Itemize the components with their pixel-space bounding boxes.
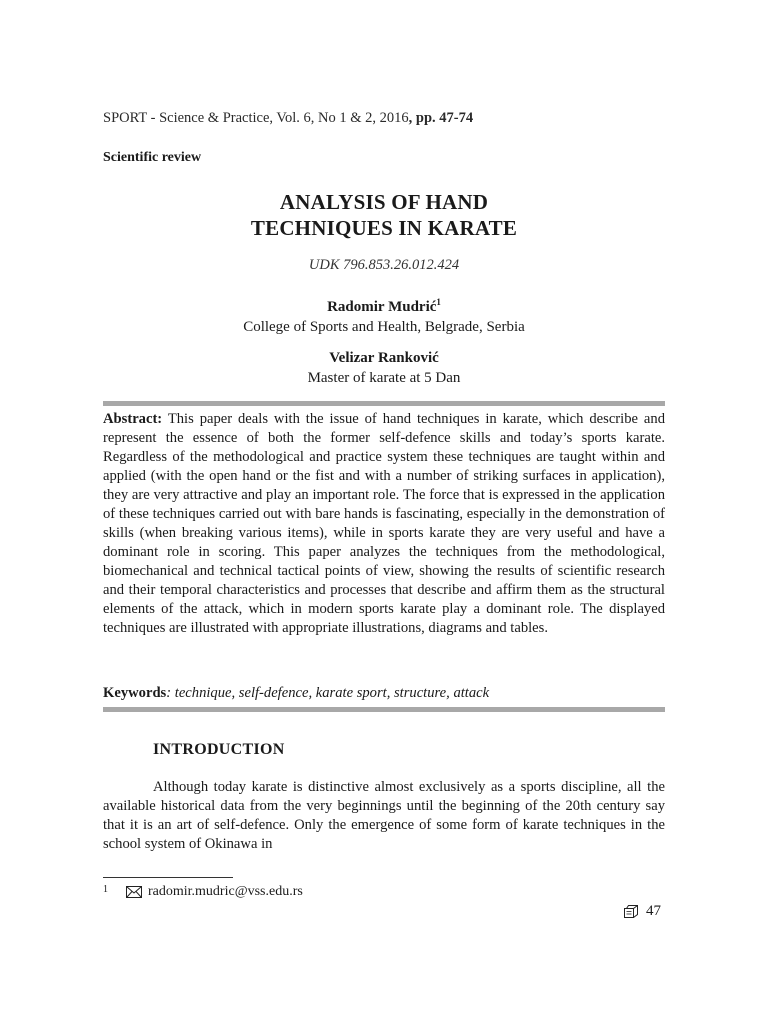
book-icon [624,905,638,918]
section-heading-introduction: INTRODUCTION [153,741,285,758]
abstract-label: Abstract: [103,411,163,427]
paper-title-line-1: ANALYSIS OF HAND [279,190,489,214]
page-number: 47 [646,903,661,919]
footnote-divider [103,877,233,878]
introduction-paragraph: Although today karate is distinctive almost exclusively as a sports discipline, all the available historical data from the very beginnings until the beginning of the 20th century say that it is an art of self-defence. Only the emergence of some form of karate techniques in the school system of Okinawa in [103,779,665,852]
abstract-text: This paper deals with the issue of hand techniques in karate, which describe and represent the essence of both the former self-defence skills and today’s sports karate. Regardless of the methodological and practice system these techniques are taught within and applied (with the open hand or the fist and with a number of striking surfaces in application), they are very attractive and play an important role. The force that is expressed in the application of these techniques carried out with bare hands is fascinating, especially in the demonstration of skills (when breaking various items), while in sports karate they are very useful and have a dominant role in scoring. This paper analyzes the techniques from the methodological, biomechanical and technical tactical points of view, showing the results of scientific research and their temporal characteristics and processes that describe and affirm them as the structural elements of the attack, which in modern sports karate play a dominant role. The displayed techniques are illustrated with appropriate illustrations, diagrams and tables. [103,411,665,636]
keywords-list: : technique, self-defence, karate sport, structure, attack [166,685,490,701]
author-1-affiliation: College of Sports and Health, Belgrade, Serbia [243,319,525,335]
abstract-top-rule [103,401,665,406]
envelope-icon [126,886,142,898]
journal-line: SPORT - Science & Practice, Vol. 6, No 1 & 2, 2016 [103,110,409,126]
author-2 [0,348,768,388]
keywords-label: Keywords [103,685,167,701]
author-2-name: Velizar Ranković [329,350,439,366]
author-email-link[interactable]: radomir.mudric@vss.edu.rs [148,884,303,899]
page-number-block [624,903,661,920]
udk-code: UDK 796.853.26.012.424 [308,257,460,273]
abstract [103,410,665,638]
journal-citation [103,110,473,127]
author-2-affiliation: Master of karate at 5 Dan [307,370,461,386]
footnote [103,884,303,900]
page-range: , pp. 47-74 [408,110,474,126]
abstract-bottom-rule [103,707,665,712]
author-1 [0,292,768,337]
keywords [103,684,665,703]
paper-title-line-2: TECHNIQUES IN KARATE [250,216,518,240]
author-1-footnote-mark[interactable]: 1 [436,297,441,307]
author-1-name: Radomir Mudrić [327,299,437,315]
footnote-mark: 1 [103,884,108,895]
paper-title [0,189,768,241]
article-type: Scientific review [103,150,202,165]
